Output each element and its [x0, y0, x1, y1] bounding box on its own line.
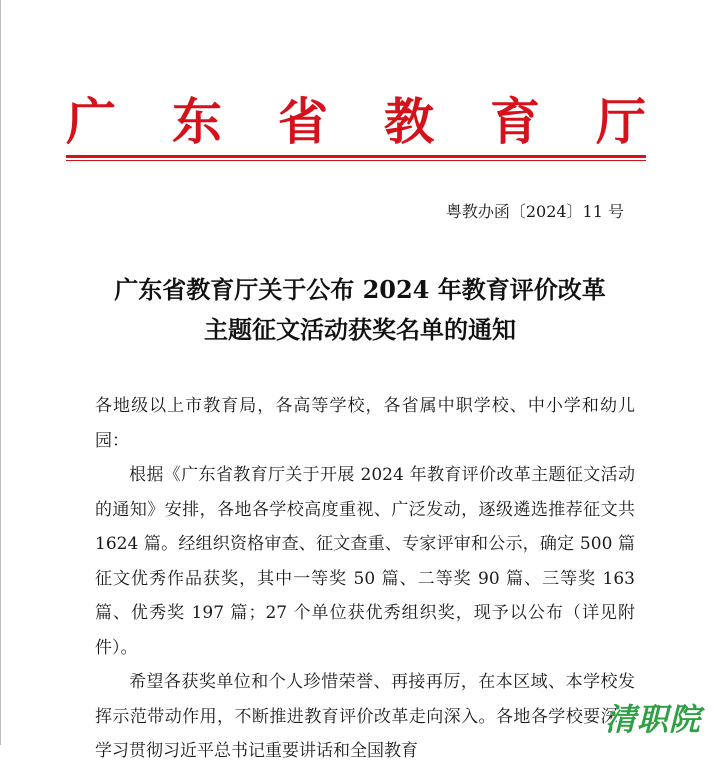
- masthead-char-5: 育: [490, 92, 540, 151]
- masthead-divider-thin: [66, 160, 646, 161]
- document-number: 粤教办函〔2024〕11 号: [445, 202, 624, 221]
- masthead-char-1: 广: [66, 92, 116, 151]
- document-body: [95, 389, 635, 769]
- title-line-2: 主题征文活动获奖名单的通知: [204, 315, 516, 344]
- masthead: [66, 92, 646, 152]
- masthead-char-6: 厅: [596, 92, 646, 151]
- masthead-char-3: 省: [278, 92, 328, 151]
- masthead-char-2: 东: [172, 92, 222, 151]
- addressee-paragraph: 各地级以上市教育局，各高等学校，各省属中职学校、中小学和幼儿园：: [95, 396, 635, 451]
- masthead-char-4: 教: [384, 92, 434, 151]
- watermark-text: 清职院: [605, 702, 701, 738]
- masthead-divider-thick: [66, 155, 646, 158]
- document-title: [60, 270, 660, 350]
- page-left-edge: [0, 0, 1, 745]
- body-paragraph-1: 根据《广东省教育厅关于开展 2024 年教育评价改革主题征文活动的通知》安排，各地各学校高度重视、广泛发动，逐级遴选推荐征文共 1624 篇。经组织资格审查、征文查重、专家评审和公示，确定 500 篇征文优秀作品获奖，其中一等奖 50 篇、二等奖 90 篇、三等奖 163 篇、优秀奖 197 篇；27 个单位获优秀组织奖，现予以公布（详见附件）。: [95, 465, 635, 658]
- watermark-logo: [592, 688, 714, 745]
- title-line-1: 广东省教育厅关于公布 2024 年教育评价改革: [114, 275, 606, 304]
- body-paragraph-2: 希望各获奖单位和个人珍惜荣誉、再接再厉，在本区域、本学校发挥示范带动作用，不断推进教育评价改革走向深入。各地各学校要深入学习贯彻习近平总书记重要讲话和全国教育: [95, 672, 635, 761]
